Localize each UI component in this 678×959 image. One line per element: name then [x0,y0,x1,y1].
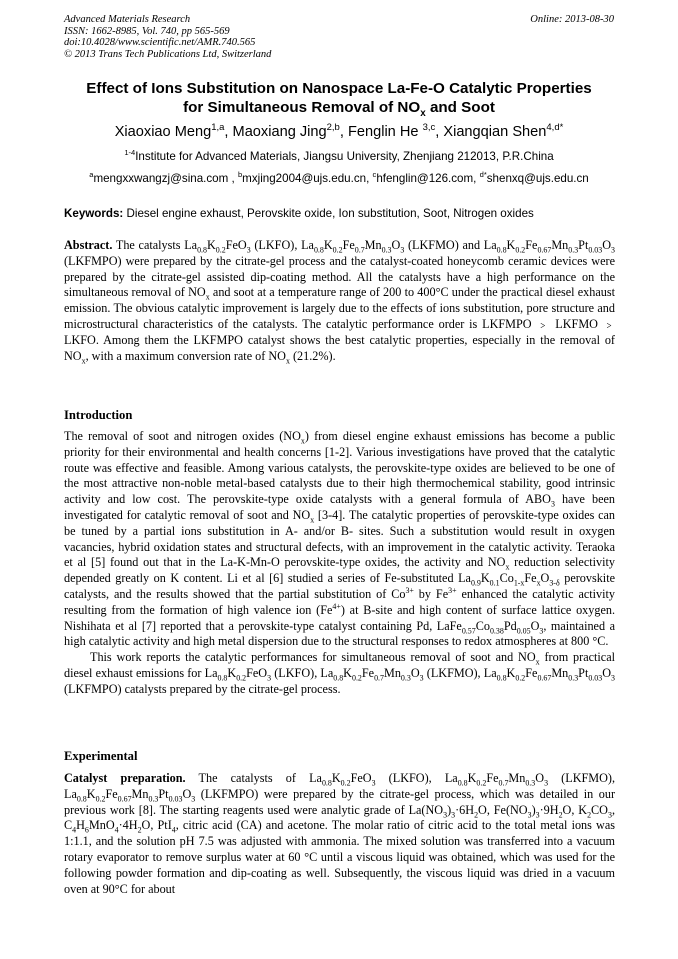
introduction-text: The removal of soot and nitrogen oxides $(NO_x)$ from diesel engine exhaust emissions has become a public priority for their environmental and health concerns [1-2]. Various investigations have proved that the catalytic route was effective and feasible. Among various catalysts, the perovskite-type oxides are believed to be one of the most attractive non-noble metal-based catalysts due to their high thermochemical stability, good intrinsic activity and low cost. The perovskite-type oxide catalysts with a general formula of $ABO_3$ have been investigated for catalytic removal of soot and $NO_x$ [3-4]. The catalytic properties of perovskite-type oxides can be tuned by a partial ions substitution in A- and/or B- sites. Such a substitution would result in oxygen vacancies, hybrid oxidation states and structural defects, with an improvement in the catalytic activity. Teraoka et al [5] found out that in the La-K-Mn-O perovskite-type oxides, the activity and $NO_x$ reduction selectivity depended greatly on K content. Li et al [6] studied a series of Fe-substituted $La_{0.9}K_{0.1}Co_{1-x}Fe_xO_{3-\delta}$ perovskite catalysts, and the results showed that the partial substitution of $Co^{3+}$ by $Fe^{3+}$ enhanced the catalytic activity resulting from the formation of high valence ion $(Fe^{4+})$ at B-site and high content of surface lattice oxygen. Nishihata et al [7] reported that a perovskite-type catalyst containing Pd, $LaFe_{0.57}Co_{0.38}Pd_{0.05}O_3$, maintained a high catalytic activity and high metal dispersion due to the structural responses to redox atmospheres at 800 °C. This work reports the catalytic performances for simultaneous removal of soot and $NO_x$ from practical diesel exhaust emissions for $La_{0.8}K_{0.2}FeO_3$ (LKFO), $La_{0.8}K_{0.2}Fe_{0.7}Mn_{0.3}O_3$ (LKFMO), $La_{0.8}K_{0.2}Fe_{0.67}Mn_{0.3}Pt_{0.03}O_3$ (LKFMPO) catalysts prepared by the citrate-gel process. [64,429,616,696]
journal-name: Advanced Materials Research [64,14,191,25]
author: Maoxiang Jing$^{2,b}$ [232,122,340,140]
paper-title [40,79,638,120]
journal-copyright: © 2013 Trans Tech Publications Ltd, Switzerland [64,48,272,60]
online-date: Online: 2013-08-30 [530,14,614,25]
keywords: Keywords: Diesel engine exhaust, Perovskite oxide, Ion substitution, Soot, Nitrogen oxides [64,207,534,220]
email-link[interactable]: hfenglin@126.com [376,172,474,185]
title-line-2: for Simultaneous Removal of $NO_x$ and Soot [183,99,495,120]
email-link[interactable]: mengxxwangzj@sina.com [93,172,229,185]
author: Xiaoxiao Meng$^{1,a}$ [114,122,225,140]
section-heading-experimental: Experimental [64,749,138,763]
abstract: Abstract. The catalysts $La_{0.8}K_{0.2}FeO_3$ (LKFO), $La_{0.8}K_{0.2}Fe_{0.7}Mn_{0.3}O_3$ (LKFMO) and $La_{0.8}K_{0.2}Fe_{0.67}Mn_{0.3}Pt_{0.03}O_3$ (LKFMPO) were prepared by the citrate-gel process and the catalyst-coated honeycomb ceramic devices were prepared by the citrate-gel assisted dip-coating method. All the catalysts have a high performance on the simultaneous removal of $NO_x$ and soot at a temperature range of 200 to 400°C under the practical diesel exhaust emission. The obvious catalytic improvement is largely due to the effects of ions substitution, pore structure and microstructural characteristics of the catalysts. The catalytic performance order is LKFMPO ﹥ LKFMO ﹥ LKFO. Among them the LKFMPO catalyst shows the best catalytic properties, especially in the removal of $NO_x$, with a maximum conversion rate of $NO_x$ (21.2%). [64,238,615,366]
section-heading-introduction: Introduction [64,408,133,422]
title-line-1: Effect of Ions Substitution on Nanospace La-Fe-O Catalytic Properties [86,80,592,97]
journal-header [64,14,271,60]
author-list: Xiaoxiao Meng$^{1,a}$, Maoxiang Jing$^{2,b}$, Fenglin He $^{3,c}$, Xiangqian Shen$^{4,d*}$ [114,122,564,140]
email-link[interactable]: shenxq@ujs.edu.cn [486,172,589,185]
experimental-text: Catalyst preparation. The catalysts of $La_{0.8}K_{0.2}FeO_3$ (LKFO), $La_{0.8}K_{0.2}Fe_{0.7}Mn_{0.3}O_3$ (LKFMO), $La_{0.8}K_{0.2}Fe_{0.67}Mn_{0.3}Pt_{0.03}O_3$ (LKFMPO) were prepared by the citrate-gel process, which was detailed in our previous work [8]. The starting reagents used were analytic grade of $La(NO_3)_3\cdot 6H_2O$, $Fe(NO_3)_3\cdot 9H_2O$, $K_2CO_3$, $C_4H_6MnO_4\cdot 4H_2O$, PtI$_4$, citric acid (CA) and acetone. The molar ratio of citric acid to the total metal ions was 1:1.1, and the solution pH 7.5 was adjusted with ammonia. The mixed solution was transferred into a vacuum rotary evaporator to remove surplus water at 60 °C until a viscous liquid was obtained, which was used for the following powder formation and dip-coating as well. Subsequently, the viscous liquid was dried in a vacuum oven at 90°C for about [64,771,616,896]
author-emails: $^a$mengxxwangzj@sina.com , $^b$mxjing2004@ujs.edu.cn, $^c$hfenglin@126.com, $^{d*}$shenxq@ujs.edu.cn [89,170,589,185]
journal-issn: ISSN: 1662-8985, Vol. 740, pp 565-569 [64,25,230,37]
email-link[interactable]: mxjing2004@ujs.edu.cn [242,172,367,185]
author: Fenglin He $^{3,c}$ [347,122,436,140]
author: Xiangqian Shen$^{4,d*}$ [443,122,564,140]
journal-doi: doi:10.4028/www.scientific.net/AMR.740.565 [64,37,256,48]
affiliation: $^{1-4}$Institute for Advanced Materials, Jiangsu University, Zhenjiang 212013, P.R.China [124,148,554,163]
